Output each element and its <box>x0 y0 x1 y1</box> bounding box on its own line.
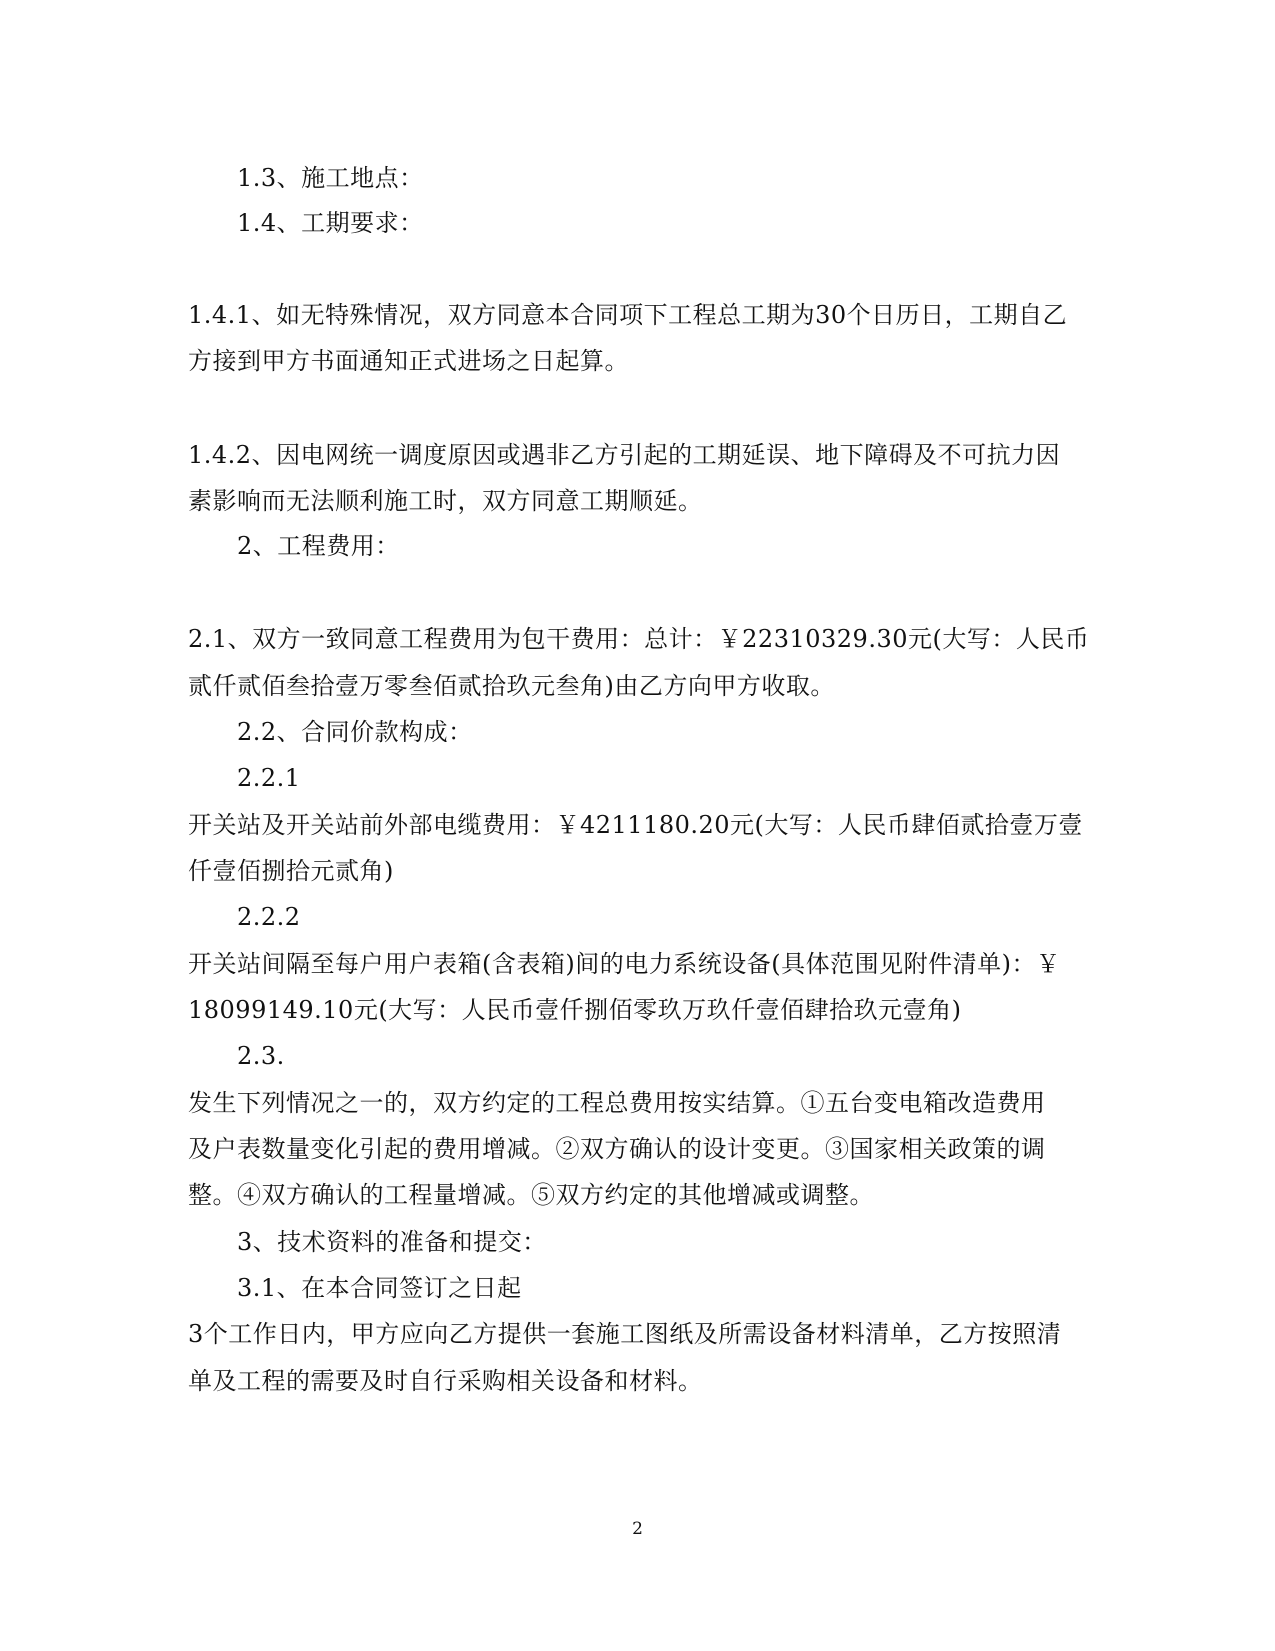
clause-2-2-2-line-1: 开关站间隔至每户用户表箱(含表箱)间的电力系统设备(具体范围见附件清单)：￥ <box>188 950 1061 978</box>
clause-1-4-schedule: 1.4、工期要求： <box>237 209 424 237</box>
clause-1-4-1-line-2: 方接到甲方书面通知正式进场之日起算。 <box>188 347 629 375</box>
clause-1-3-construction-site: 1.3、施工地点： <box>237 164 424 192</box>
clause-2-3-line-2: 及户表数量变化引起的费用增减。②双方确认的设计变更。③国家相关政策的调 <box>188 1135 1046 1163</box>
clause-2-1-line-2: 贰仟贰佰叁拾壹万零叁佰贰拾玖元叁角)由乙方向甲方收取。 <box>188 672 835 700</box>
clause-2-2-1-line-2: 仟壹佰捌拾元贰角) <box>188 857 394 885</box>
clause-3-1-line-1: 3.1、在本合同签订之日起 <box>237 1274 522 1302</box>
clause-3-1-line-2: 3个工作日内，甲方应向乙方提供一套施工图纸及所需设备材料清单，乙方按照清 <box>188 1320 1062 1348</box>
clause-1-4-2-line-1: 1.4.2、因电网统一调度原因或遇非乙方引起的工期延误、地下障碍及不可抗力因 <box>188 441 1061 469</box>
clause-2-1-line-1: 2.1、双方一致同意工程费用为包干费用：总计：￥22310329.30元(大写：人民币 <box>188 625 1090 653</box>
clause-2-2-1-line-1: 开关站及开关站前外部电缆费用：￥4211180.20元(大写：人民币肆佰贰拾壹万壹 <box>188 811 1083 839</box>
clause-2-3-number: 2.3. <box>237 1042 285 1070</box>
clause-2-2-2-number: 2.2.2 <box>237 903 301 931</box>
clause-2-2-1-number: 2.2.1 <box>237 764 301 792</box>
clause-2-2: 2.2、合同价款构成： <box>237 718 473 746</box>
clause-2-2-2-line-2: 18099149.10元(大写：人民币壹仟捌佰零玖万玖仟壹佰肆拾玖元壹角) <box>188 996 962 1024</box>
clause-3-1-line-3: 单及工程的需要及时自行采购相关设备和材料。 <box>188 1367 703 1395</box>
clause-1-4-1-line-1: 1.4.1、如无特殊情况，双方同意本合同项下工程总工期为30个日历日，工期自乙 <box>188 301 1068 329</box>
page-number: 2 <box>632 1519 643 1539</box>
clause-2-cost: 2、工程费用： <box>237 532 400 560</box>
clause-2-3-line-1: 发生下列情况之一的，双方约定的工程总费用按实结算。①五台变电箱改造费用 <box>188 1089 1046 1117</box>
clause-3-technical-docs: 3、技术资料的准备和提交： <box>237 1228 547 1256</box>
clause-2-3-line-3: 整。④双方确认的工程量增减。⑤双方约定的其他增减或调整。 <box>188 1181 874 1209</box>
clause-1-4-2-line-2: 素影响而无法顺利施工时，双方同意工期顺延。 <box>188 487 703 515</box>
